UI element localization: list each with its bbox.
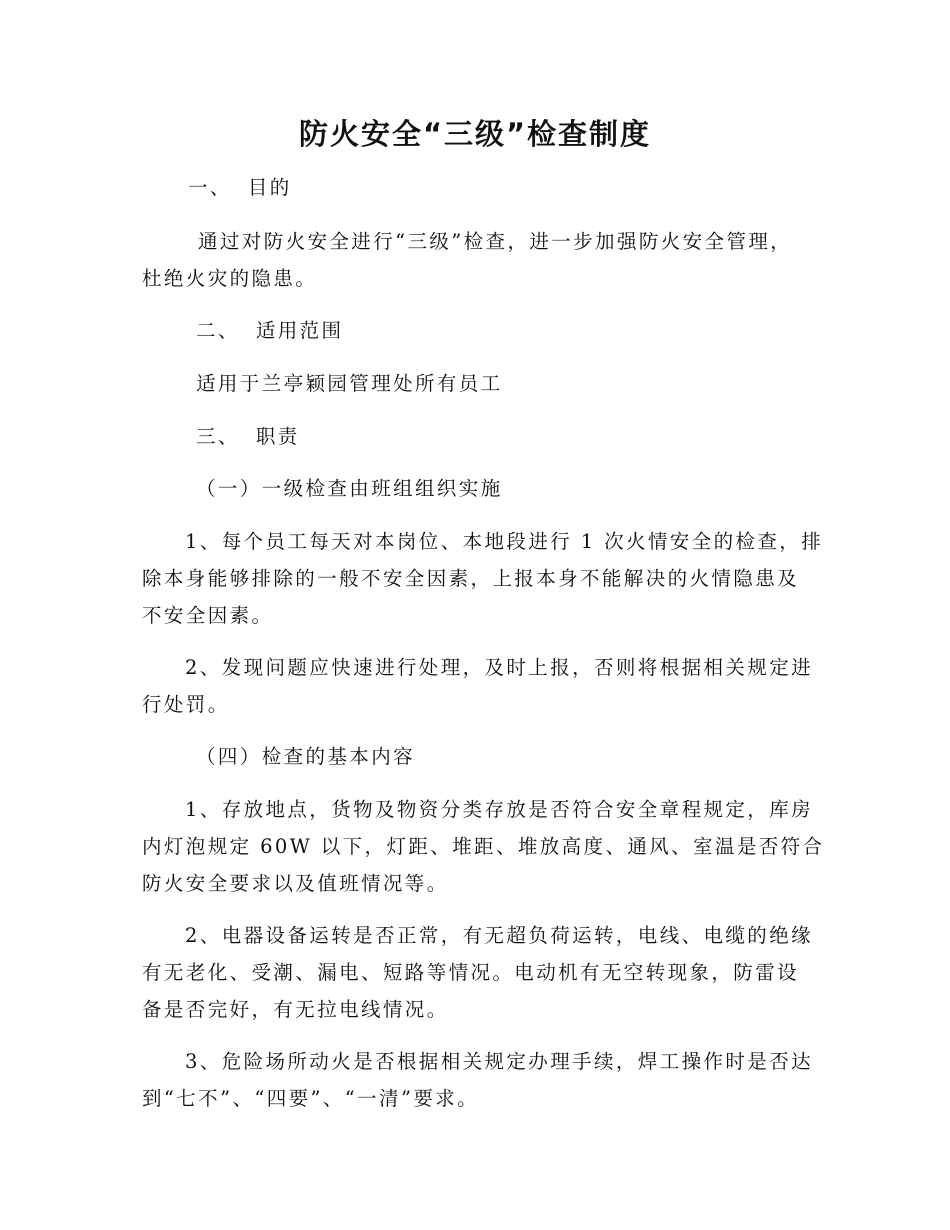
paragraph-line: 杜绝火灾的隐患。 [142, 267, 318, 290]
paragraph-line: 有无老化、受潮、漏电、短路等情况。电动机有无空转现象，防雷设 [142, 961, 800, 984]
document-title: 防火安全“三级”检查制度 [298, 117, 652, 151]
paragraph-line: 除本身能够排除的一般不安全因素，上报本身不能解决的火情隐患及 [142, 567, 800, 590]
section-heading-purpose [188, 172, 292, 200]
section-number: 一、 [188, 176, 232, 199]
section-heading-scope [196, 315, 343, 343]
section-number: 三、 [196, 425, 240, 448]
paragraph-line: 2、电器设备运转是否正常，有无超负荷运转，电线、电缆的绝缘 [185, 924, 814, 947]
section-title: 目的 [247, 176, 292, 199]
paragraph-line: 适用于兰亭颖园管理处所有员工 [196, 372, 503, 395]
subsection-heading: （四）检查的基本内容 [196, 745, 416, 768]
paragraph-line: 1、存放地点，货物及物资分类存放是否符合安全章程规定，库房 [185, 798, 814, 821]
section-title: 职责 [255, 425, 300, 448]
section-number: 二、 [196, 319, 240, 342]
paragraph-line: 备是否完好，有无拉电线情况。 [142, 998, 449, 1021]
paragraph-line: 内灯泡规定 60W 以下，灯距、堆距、堆放高度、通风、室温是否符合 [142, 835, 825, 858]
section-heading-duties [196, 421, 300, 449]
paragraph-line: 到“七不”、“四要”、“一清”要求。 [142, 1087, 480, 1110]
paragraph-line: 通过对防火安全进行“三级”检查，进一步加强防火安全管理， [198, 230, 793, 253]
paragraph-line: 3、危险场所动火是否根据相关规定办理手续，焊工操作时是否达 [185, 1050, 814, 1073]
paragraph-line: 1、每个员工每天对本岗位、本地段进行 1 次火情安全的检查，排 [185, 530, 824, 553]
paragraph-line: 防火安全要求以及值班情况等。 [142, 872, 449, 895]
paragraph-line: 行处罚。 [142, 693, 230, 716]
section-title: 适用范围 [255, 319, 344, 342]
paragraph-line: 不安全因素。 [142, 604, 274, 627]
paragraph-line: 2、发现问题应快速进行处理，及时上报，否则将根据相关规定进 [185, 656, 814, 679]
subsection-heading: （一）一级检查由班组组织实施 [196, 477, 503, 500]
